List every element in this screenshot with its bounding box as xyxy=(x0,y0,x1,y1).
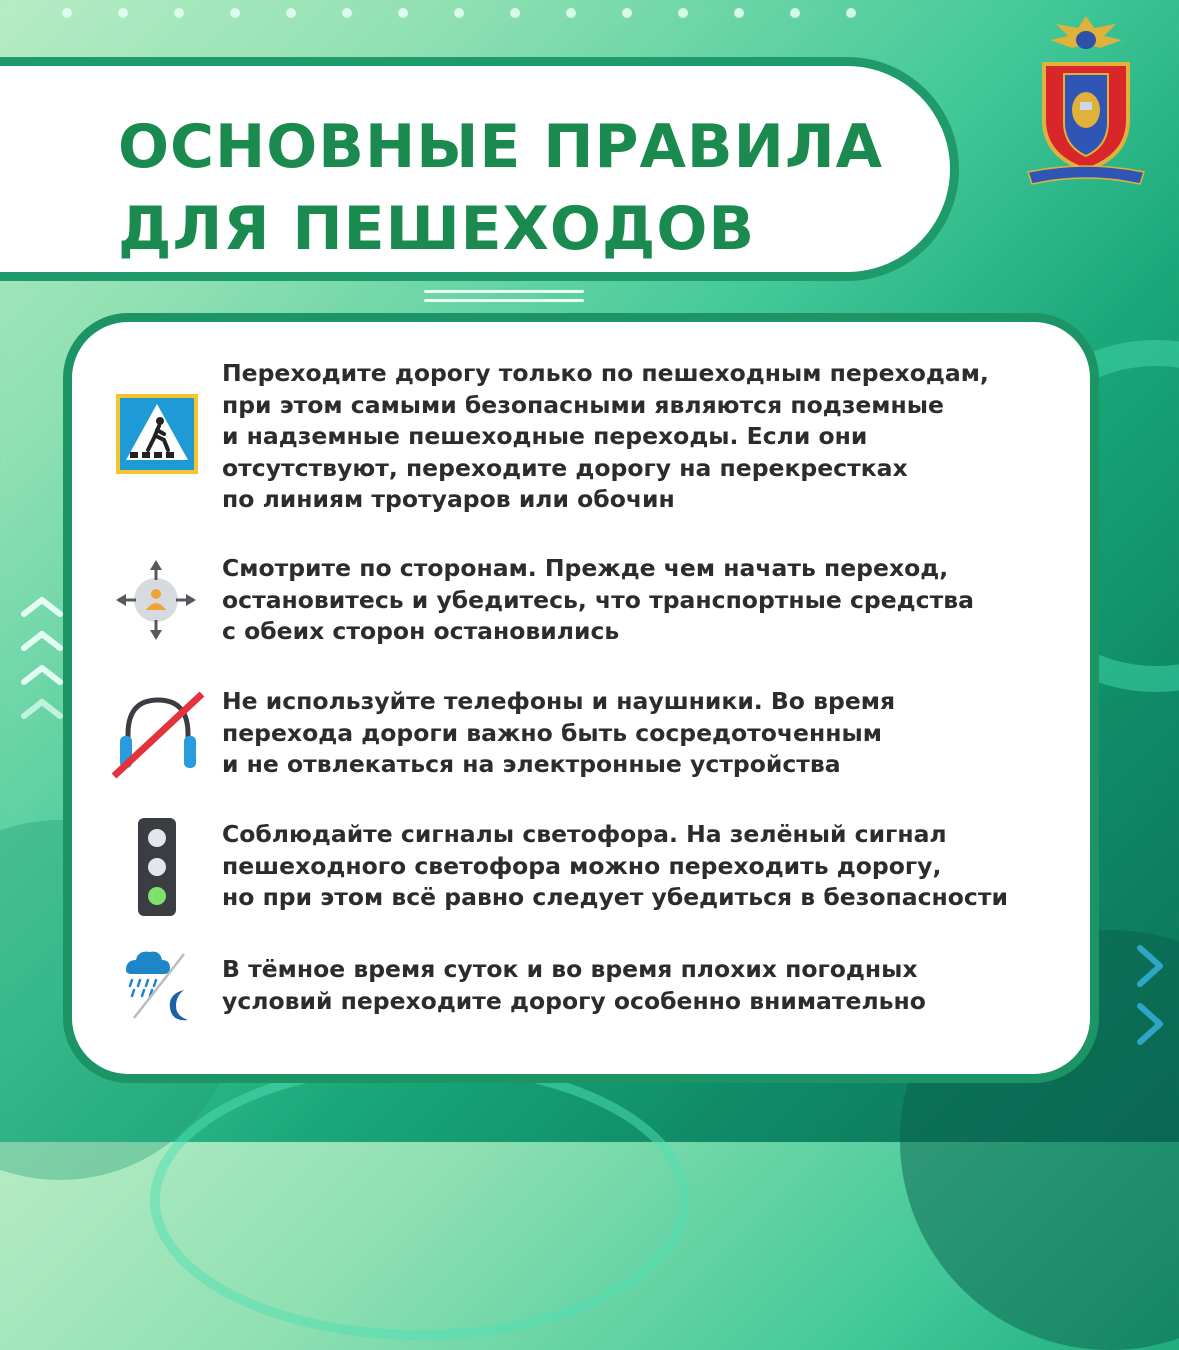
chevrons-right-icon xyxy=(1134,944,1168,1050)
page-title xyxy=(118,106,898,270)
rule-text: Смотрите по сторонам. Прежде чем начать переход, остановитесь и убедитесь, что транспортные средства с обеих сторон остановились xyxy=(222,554,974,645)
decorative-dots xyxy=(62,8,856,18)
rule-text: Переходите дорогу только по пешеходным переходам, при этом самыми безопасными являются подземные и надземные пешеходные переходы. Если они отсутствуют, переходите дорогу на перекрестках по линиям тротуаров или обочин xyxy=(222,359,989,513)
title-line-2: ДЛЯ ПЕШЕХОДОВ xyxy=(118,194,756,264)
title-line-1: ОСНОВНЫЕ ПРАВИЛА xyxy=(118,112,884,182)
rule-text: Соблюдайте сигналы светофора. На зелёный сигнал пешеходного светофора можно переходить дорогу, но при этом всё равно следует убедиться в безопасности xyxy=(222,820,1008,911)
traffic-light-icon xyxy=(136,816,178,918)
police-emblem-icon xyxy=(1024,10,1148,188)
rules-card xyxy=(72,322,1090,1074)
decorative-stripes xyxy=(424,290,584,308)
look-around-icon xyxy=(114,558,198,642)
rule-text: Не используйте телефоны и наушники. Во время перехода дороги важно быть сосредоточенным и не отвлекаться на электронные устройства xyxy=(222,687,896,778)
no-headphones-icon xyxy=(108,688,208,780)
pedestrian-crossing-sign-icon xyxy=(116,394,198,474)
chevrons-up-icon xyxy=(20,596,64,736)
rain-night-icon xyxy=(120,948,196,1024)
rule-text: В тёмное время суток и во время плохих погодных условий переходите дорогу особенно внимательно xyxy=(222,955,926,1015)
background-arc xyxy=(150,1060,690,1340)
